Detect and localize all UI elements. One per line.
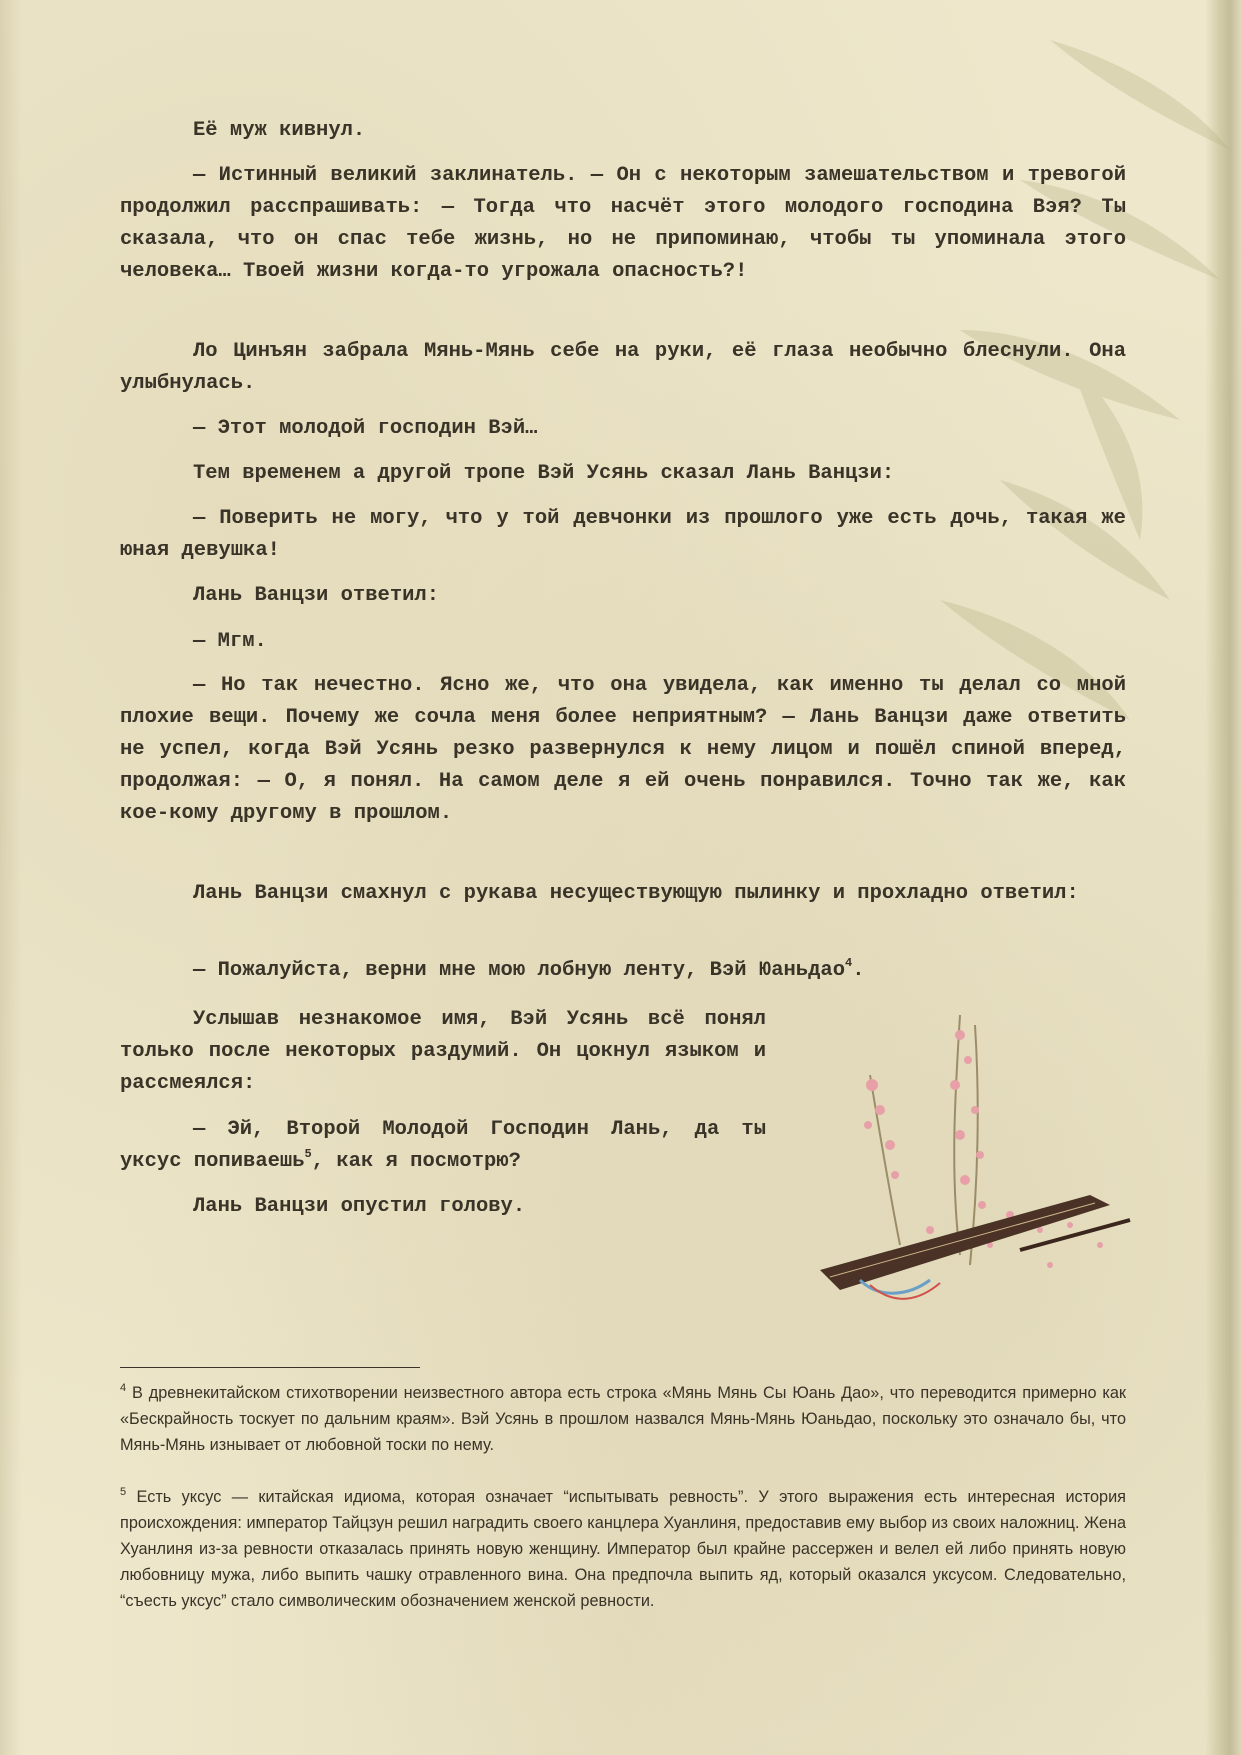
- paragraph-text: — Пожалуйста, верни мне мою лобную ленту, Вэй Юаньдао: [193, 959, 846, 982]
- paragraph: — Этот молодой господин Вэй…: [193, 417, 538, 440]
- paragraph: — Мгм.: [193, 630, 267, 653]
- footnote-ref-4[interactable]: 4: [845, 956, 853, 970]
- footnote-mark: 5: [120, 1486, 127, 1498]
- paragraph: [120, 955, 1126, 987]
- paragraph: Лань Ванцзи опустил голову.: [193, 1195, 526, 1218]
- paragraph: Её муж кивнул.: [193, 119, 366, 142]
- footnote-ref-5[interactable]: 5: [304, 1147, 312, 1161]
- footnote-separator: [120, 1367, 420, 1368]
- paragraph-text: .: [852, 959, 865, 982]
- bamboo-left-edge: [0, 0, 22, 1755]
- guqin-with-plum-blossoms-icon: [810, 1015, 1140, 1315]
- paragraph: Лань Ванцзи ответил:: [193, 584, 440, 607]
- footnote-mark: 4: [120, 1382, 127, 1394]
- paragraph: — Истинный великий заклинатель. — Он с некоторым замешательством и тревогой продолжил расспрашивать: — Тогда что насчёт этого молодого господина Вэя? Ты сказала, что он спас тебе жизнь, но не припоминаю, чтобы ты упоминала этого человека… Твоей жизни когда-то угрожала опасность?!: [120, 164, 1126, 283]
- footnote-5: [120, 1484, 1126, 1614]
- paragraph: Ло Цинъян забрала Мянь-Мянь себе на руки, её глаза необычно блеснули. Она улыбнулась.: [120, 340, 1126, 395]
- paragraph: — Поверить не могу, что у той девчонки из прошлого уже есть дочь, такая же юная девушка!: [120, 507, 1126, 562]
- paragraph: — Но так нечестно. Ясно же, что она увидела, как именно ты делал со мной плохие вещи. Почему же сочла меня более неприятным? — Лань Ванцзи даже ответить не успел, когда Вэй Усянь резко развернулся к нему лицом и пошёл спиной вперед, продолжая: — О, я понял. На самом деле я ей очень понравился. Точно так же, как кое-кому другому в прошлом.: [120, 674, 1126, 825]
- footnote-text: В древнекитайском стихотворении неизвестного автора есть строка «Мянь Мянь Сы Юань Дао», что переводится примерно как «Бескрайность тоскует по дальним краям». Вэй Усянь в прошлом назвался Мянь-Мянь Юаньдао, поскольку это означало бы, что Мянь-Мянь изнывает от любовной тоски по нему.: [120, 1384, 1127, 1454]
- paragraph-text: — Эй, Второй Молодой Господин Лань, да ты уксус попиваешь: [120, 1118, 766, 1173]
- footnote-4: [120, 1380, 1126, 1458]
- paragraph: Тем временем а другой тропе Вэй Усянь сказал Лань Ванцзи:: [193, 462, 895, 485]
- paragraph: Лань Ванцзи смахнул с рукава несуществующую пылинку и прохладно ответил:: [193, 882, 1079, 905]
- footnote-text: Есть уксус — китайская идиома, которая означает “испытывать ревность”. У этого выражения есть интересная история происхождения: император Тайцзун решил наградить своего канцлера Хуанлиня, предоставив ему выбор из своих наложниц. Жена Хуанлиня из-за ревности отказалась принять новую женщину. Император был крайне рассержен и велел ей либо принять новую любовницу мужа, либо выпить чашку отравленного вина. Она предпочла выпить яд, который оказался уксусом. Следовательно, “съесть уксус” стало символическим обозначением женской ревности.: [120, 1488, 1126, 1610]
- paragraph: Услышав незнакомое имя, Вэй Усянь всё понял только после некоторых раздумий. Он цокнул языком и рассмеялся:: [120, 1008, 766, 1095]
- paragraph: [120, 1114, 766, 1178]
- paragraph-text: , как я посмотрю?: [311, 1150, 521, 1173]
